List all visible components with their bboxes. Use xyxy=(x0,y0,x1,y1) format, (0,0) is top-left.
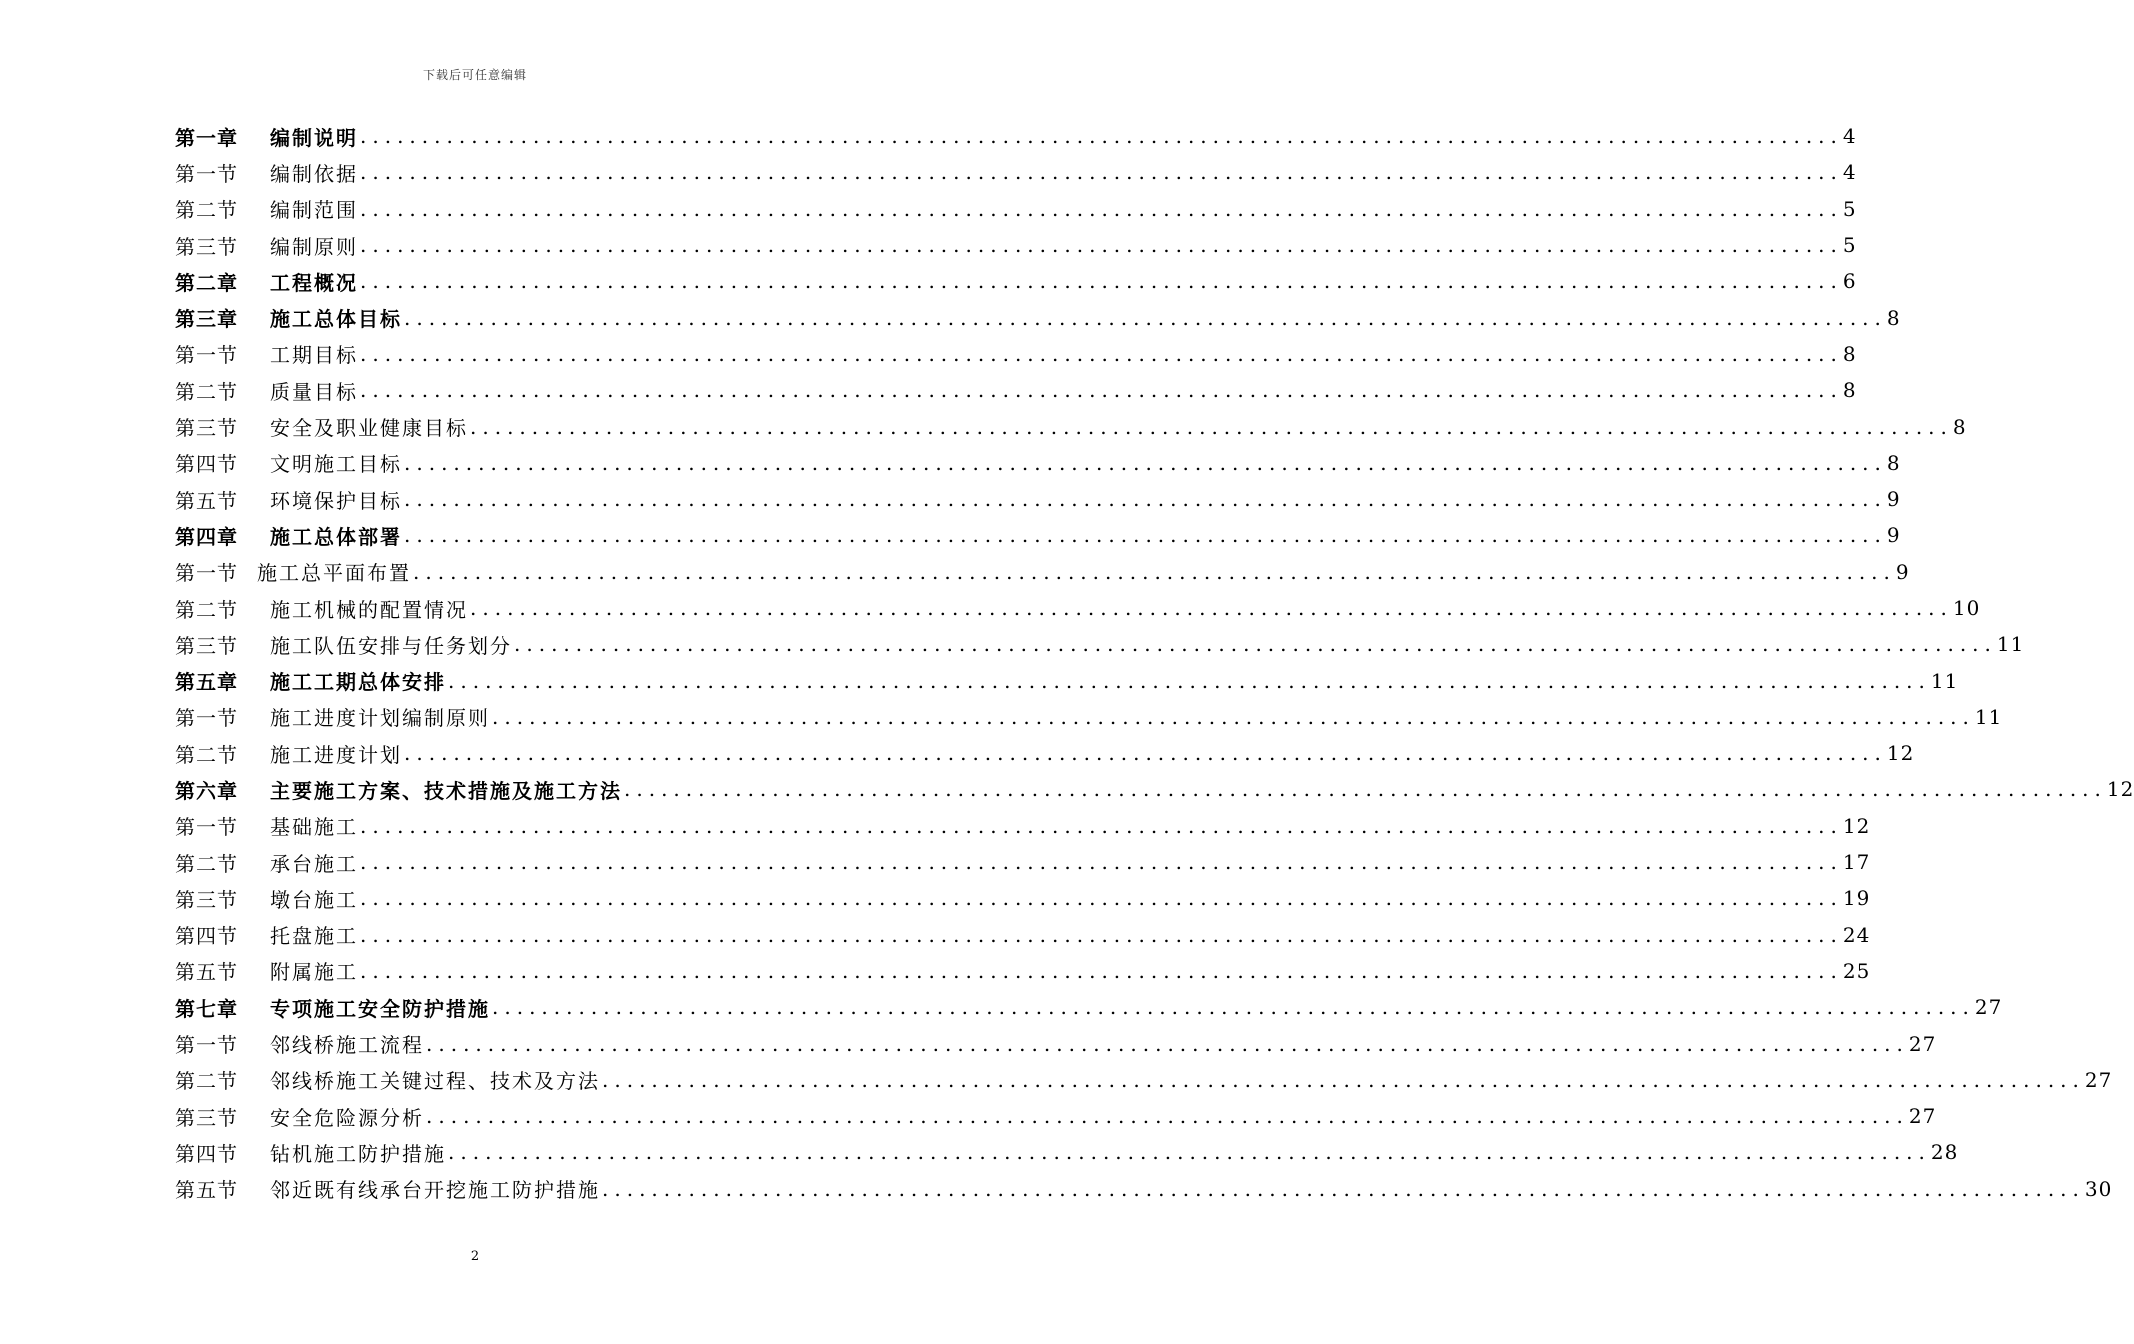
toc-entry-number: 第一节 xyxy=(175,343,238,368)
toc-entry-page: 5 xyxy=(1842,196,1857,221)
toc-dot-leader: ........................................................................................................................ xyxy=(360,160,1843,185)
toc-section-row[interactable] xyxy=(175,481,1901,517)
toc-dot-leader: ........................................................................................................................ xyxy=(360,958,1843,983)
toc-chapter-row[interactable] xyxy=(175,517,1901,553)
toc-dot-leader: ........................................................................................................................ xyxy=(360,196,1843,221)
toc-section-row[interactable] xyxy=(175,844,1871,880)
toc-entry-number: 第三节 xyxy=(175,416,238,441)
toc-dot-leader: ........................................................................................................................ xyxy=(360,341,1843,366)
toc-entry-title: 编制说明 xyxy=(270,125,358,150)
toc-dot-leader: ........................................................................................................................ xyxy=(624,777,2107,802)
toc-entry-number: 第六章 xyxy=(175,778,238,803)
toc-entry-page: 8 xyxy=(1886,305,1901,330)
toc-section-row[interactable] xyxy=(175,917,1871,953)
toc-dot-leader: ........................................................................................................................ xyxy=(514,632,1997,657)
toc-section-row[interactable] xyxy=(175,554,1910,590)
toc-entry-page: 24 xyxy=(1842,922,1871,947)
toc-dot-leader: ........................................................................................................................ xyxy=(360,922,1843,947)
toc-dot-leader: ........................................................................................................................ xyxy=(492,995,1975,1020)
toc-entry-page: 28 xyxy=(1930,1140,1959,1165)
toc-entry-page: 27 xyxy=(1908,1031,1937,1056)
toc-entry-title: 施工总平面布置 xyxy=(257,561,411,586)
toc-entry-title: 托盘施工 xyxy=(270,924,358,949)
toc-entry-page: 27 xyxy=(1908,1104,1937,1129)
toc-chapter-row[interactable] xyxy=(175,989,2003,1025)
toc-entry-number: 第五节 xyxy=(175,488,238,513)
toc-entry-page: 30 xyxy=(2084,1176,2113,1201)
toc-entry-number: 第二节 xyxy=(175,851,238,876)
toc-dot-leader: ........................................................................................................................ xyxy=(404,487,1887,512)
toc-dot-leader: ........................................................................................................................ xyxy=(404,305,1887,330)
toc-entry-page: 27 xyxy=(1974,995,2003,1020)
toc-chapter-row[interactable] xyxy=(175,263,1857,299)
toc-entry-number: 第二节 xyxy=(175,1069,238,1094)
toc-dot-leader: ........................................................................................................................ xyxy=(360,886,1843,911)
toc-entry-page: 9 xyxy=(1886,523,1901,548)
toc-entry-number: 第一节 xyxy=(175,815,238,840)
toc-entry-page: 8 xyxy=(1842,341,1857,366)
toc-section-row[interactable] xyxy=(175,590,1981,626)
toc-entry-number: 第二节 xyxy=(175,742,238,767)
toc-entry-page: 8 xyxy=(1886,450,1901,475)
toc-section-row[interactable] xyxy=(175,699,2003,735)
toc-entry-page: 8 xyxy=(1952,414,1967,439)
toc-entry-page: 25 xyxy=(1842,958,1871,983)
toc-entry-title: 钻机施工防护措施 xyxy=(270,1141,446,1166)
toc-section-row[interactable] xyxy=(175,191,1857,227)
toc-entry-page: 19 xyxy=(1842,886,1871,911)
toc-dot-leader: ........................................................................................................................ xyxy=(404,450,1887,475)
toc-dot-leader: ........................................................................................................................ xyxy=(492,704,1975,729)
toc-entry-title: 承台施工 xyxy=(270,851,358,876)
toc-entry-page: 10 xyxy=(1952,596,1981,620)
toc-dot-leader: ........................................................................................................................ xyxy=(426,1104,1909,1129)
toc-section-row[interactable] xyxy=(175,808,1871,844)
toc-entry-title: 施工工期总体安排 xyxy=(270,670,446,695)
toc-entry-page: 5 xyxy=(1842,233,1857,258)
toc-entry-title: 质量目标 xyxy=(270,379,358,404)
toc-section-row[interactable] xyxy=(175,1098,1937,1134)
toc-entry-title: 安全及职业健康目标 xyxy=(270,416,468,441)
toc-entry-number: 第三节 xyxy=(175,234,238,259)
toc-entry-number: 第二章 xyxy=(175,270,238,295)
toc-dot-leader: ........................................................................................................................ xyxy=(470,414,1953,439)
toc-dot-leader: ........................................................................................................................ xyxy=(413,559,1896,584)
toc-dot-leader: ........................................................................................................................ xyxy=(404,523,1887,548)
toc-section-row[interactable] xyxy=(175,227,1857,263)
toc-entry-page: 11 xyxy=(1996,632,2025,657)
toc-entry-page: 17 xyxy=(1842,850,1871,875)
toc-entry-page: 27 xyxy=(2084,1067,2113,1092)
toc-dot-leader: ........................................................................................................................ xyxy=(448,1140,1931,1165)
toc-dot-leader: ........................................................................................................................ xyxy=(360,850,1843,875)
page-number: 2 xyxy=(470,1249,480,1264)
toc-entry-page: 9 xyxy=(1886,487,1901,512)
toc-entry-number: 第一节 xyxy=(175,561,238,586)
toc-section-row[interactable] xyxy=(175,735,1915,771)
toc-dot-leader: ........................................................................................................................ xyxy=(602,1176,2085,1201)
toc-entry-title: 编制依据 xyxy=(270,161,358,186)
toc-entry-title: 工程概况 xyxy=(270,270,358,295)
toc-entry-number: 第三节 xyxy=(175,1105,238,1130)
toc-section-row[interactable] xyxy=(175,336,1857,372)
toc-entry-number: 第四节 xyxy=(175,1141,238,1166)
toc-entry-title: 邻线桥施工流程 xyxy=(270,1033,424,1058)
toc-entry-page: 11 xyxy=(1974,704,2003,729)
toc-entry-title: 施工机械的配置情况 xyxy=(270,597,468,622)
toc-entry-page: 12 xyxy=(2106,777,2134,802)
toc-entry-number: 第一节 xyxy=(175,1033,238,1058)
toc-dot-leader: ........................................................................................................................ xyxy=(448,668,1931,693)
toc-section-row[interactable] xyxy=(175,408,1967,444)
toc-entry-number: 第四节 xyxy=(175,924,238,949)
toc-entry-title: 基础施工 xyxy=(270,815,358,840)
toc-section-row[interactable] xyxy=(175,445,1901,481)
toc-entry-title: 专项施工安全防护措施 xyxy=(270,996,490,1021)
toc-section-row[interactable] xyxy=(175,880,1871,916)
toc-chapter-row[interactable] xyxy=(175,299,1901,335)
toc-entry-number: 第五章 xyxy=(175,670,238,695)
toc-entry-number: 第一节 xyxy=(175,706,238,731)
toc-dot-leader: ........................................................................................................................ xyxy=(360,269,1843,294)
toc-entry-number: 第一节 xyxy=(175,161,238,186)
toc-entry-title: 环境保护目标 xyxy=(270,488,402,513)
toc-entry-number: 第二节 xyxy=(175,597,238,622)
toc-entry-title: 施工进度计划 xyxy=(270,742,402,767)
table-of-contents xyxy=(175,118,2134,1207)
toc-entry-page: 8 xyxy=(1842,378,1857,403)
toc-entry-number: 第二节 xyxy=(175,198,238,223)
toc-chapter-row[interactable] xyxy=(175,662,1959,698)
toc-entry-title: 安全危险源分析 xyxy=(270,1105,424,1130)
toc-chapter-row[interactable] xyxy=(175,771,2134,807)
toc-entry-page: 6 xyxy=(1842,269,1857,294)
toc-entry-title: 主要施工方案、技术措施及施工方法 xyxy=(270,778,622,803)
toc-entry-page: 4 xyxy=(1842,160,1857,185)
toc-dot-leader: ........................................................................................................................ xyxy=(404,741,1887,766)
toc-entry-number: 第四章 xyxy=(175,524,238,549)
toc-entry-page: 4 xyxy=(1842,124,1857,149)
toc-dot-leader: ........................................................................................................................ xyxy=(602,1067,2085,1092)
toc-entry-number: 第五节 xyxy=(175,960,238,985)
toc-entry-number: 第三节 xyxy=(175,887,238,912)
toc-entry-number: 第七章 xyxy=(175,996,238,1021)
toc-entry-page: 12 xyxy=(1842,813,1871,838)
toc-entry-title: 编制范围 xyxy=(270,198,358,223)
toc-dot-leader: ........................................................................................................................ xyxy=(426,1031,1909,1056)
toc-entry-title: 施工总体部署 xyxy=(270,524,402,549)
toc-dot-leader: ........................................................................................................................ xyxy=(470,596,1953,620)
toc-entry-title: 工期目标 xyxy=(270,343,358,368)
toc-entry-title: 文明施工目标 xyxy=(270,452,402,477)
toc-dot-leader: ........................................................................................................................ xyxy=(360,378,1843,403)
toc-entry-page: 12 xyxy=(1886,741,1915,766)
toc-entry-title: 编制原则 xyxy=(270,234,358,259)
toc-entry-number: 第一章 xyxy=(175,125,238,150)
toc-section-row[interactable] xyxy=(175,1134,1959,1170)
toc-entry-number: 第四节 xyxy=(175,452,238,477)
toc-entry-number: 第三节 xyxy=(175,633,238,658)
toc-entry-title: 附属施工 xyxy=(270,960,358,985)
toc-section-row[interactable] xyxy=(175,1062,2113,1098)
toc-section-row[interactable] xyxy=(175,953,1871,989)
page-header-note: 下载后可任意编辑 xyxy=(422,68,527,82)
toc-section-row[interactable] xyxy=(175,626,2025,662)
toc-entry-title: 墩台施工 xyxy=(270,887,358,912)
toc-entry-title: 邻线桥施工关键过程、技术及方法 xyxy=(270,1069,600,1094)
toc-section-row[interactable] xyxy=(175,154,1857,190)
toc-dot-leader: ........................................................................................................................ xyxy=(360,813,1843,838)
toc-entry-number: 第三章 xyxy=(175,307,238,332)
toc-entry-title: 施工队伍安排与任务划分 xyxy=(270,633,512,658)
toc-entry-title: 施工总体目标 xyxy=(270,307,402,332)
toc-section-row[interactable] xyxy=(175,1171,2113,1207)
toc-dot-leader: ........................................................................................................................ xyxy=(360,124,1843,149)
toc-section-row[interactable] xyxy=(175,1025,1937,1061)
toc-entry-page: 11 xyxy=(1930,668,1959,693)
toc-entry-title: 施工进度计划编制原则 xyxy=(270,706,490,731)
toc-entry-title: 邻近既有线承台开挖施工防护措施 xyxy=(270,1178,600,1203)
toc-section-row[interactable] xyxy=(175,372,1857,408)
toc-entry-page: 9 xyxy=(1895,559,1910,584)
toc-chapter-row[interactable] xyxy=(175,118,1857,154)
toc-entry-number: 第五节 xyxy=(175,1178,238,1203)
toc-dot-leader: ........................................................................................................................ xyxy=(360,233,1843,258)
toc-entry-number: 第二节 xyxy=(175,379,238,404)
